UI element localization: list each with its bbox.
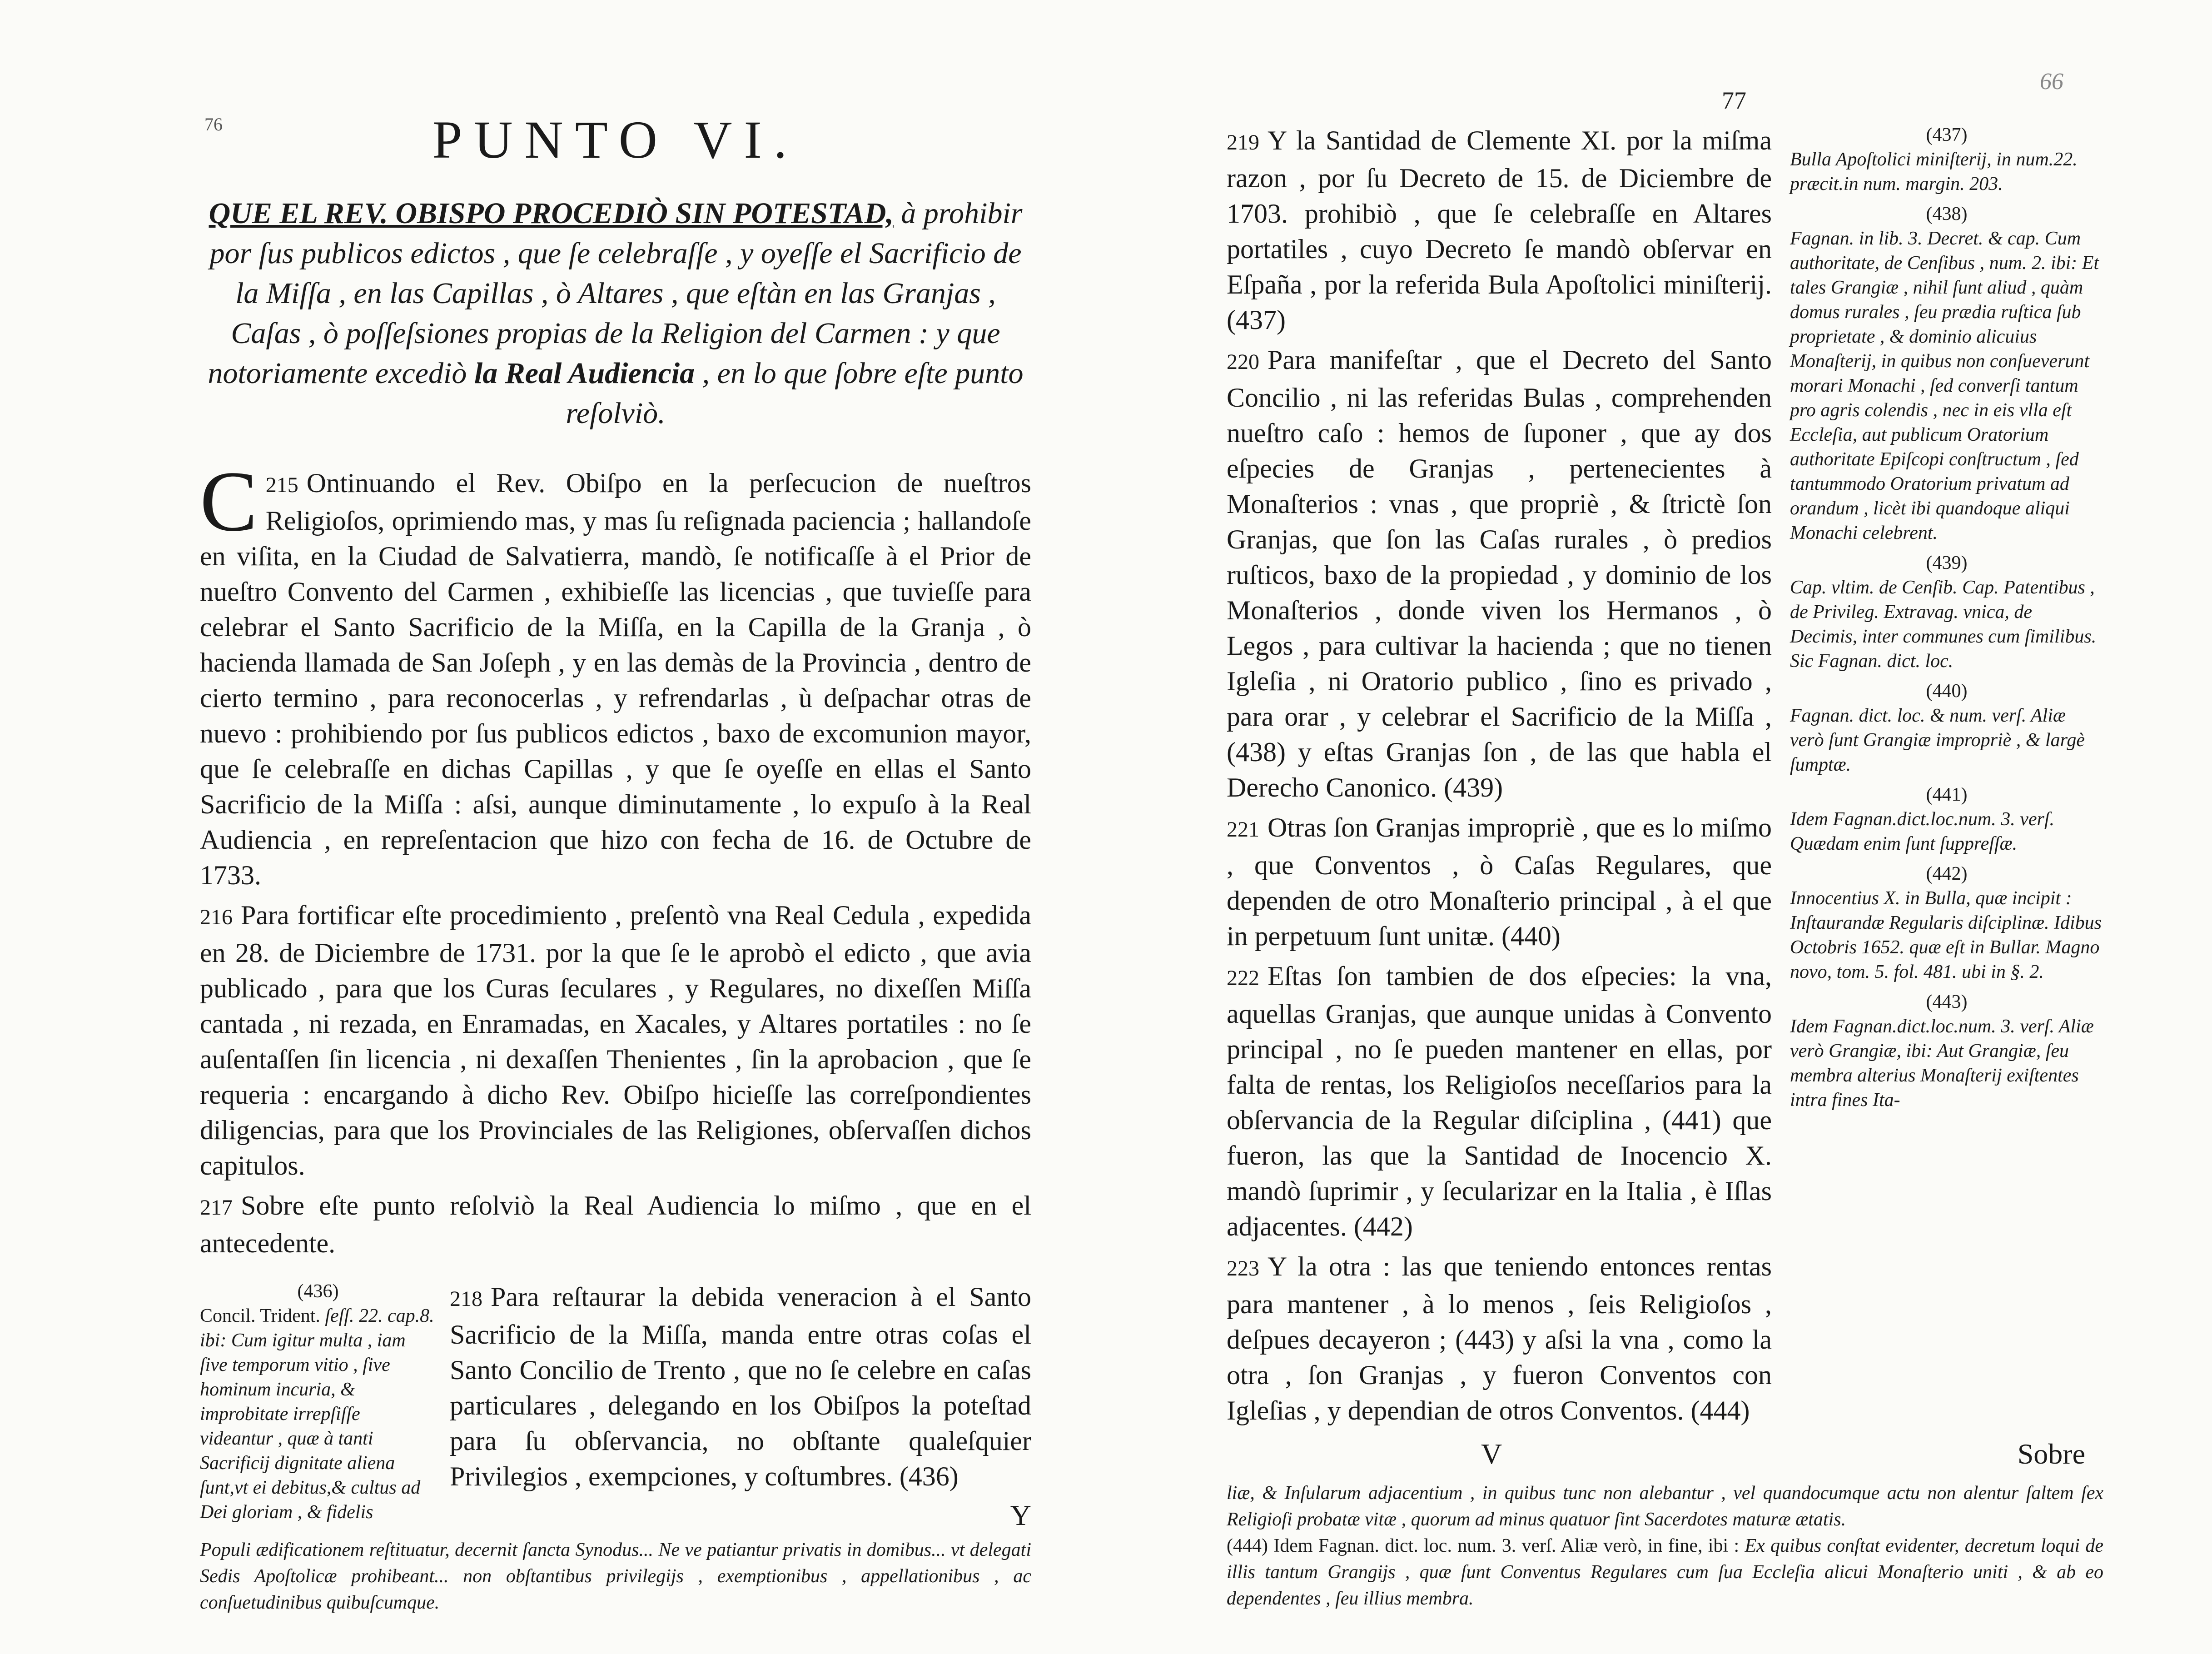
paragraph-number: 219	[1227, 130, 1259, 154]
footnote-continuation: liæ, & Inſularum adjacentium , in quibus tunc non alebantur , vel quandocumque actu non alentur ſaltem ſex Religioſi probatæ vitæ , quorum ad minus quatuor ſint Sacerdotes maturæ ætatis.	[1227, 1483, 2103, 1530]
paragraph-text: Eſtas ſon tambien de dos eſpecies: la vna, aquellas Granjas, que aunque unidas à Convento principal , no ſe pueden mantener en ellas, por falta de rentas, los Religioſos neceſſarios para la obſervancia de la Regular diſciplina , (441) que fueron, las que la Santidad de Inocencio X. mandò ſuprimir , y ſecularizar en la Italia , è Iſlas adjacentes. (442)	[1227, 961, 1772, 1241]
note-number: (442)	[1926, 863, 1968, 884]
footnote-444-text: Ex quibus conſtat evidenter, decretum loqui de illis tantum Grangijs , quæ ſunt Conventus Regulares cum ſua Eccleſia alicui Monaſterio uniti , & ab eo dependentes , ſeu illius membra.	[1227, 1535, 2104, 1609]
paragraph-text: Ontinuando el Rev. Obiſpo en la perſecucion de nueſtros Religioſos, oprimiendo mas, y mas ſu reſignada paciencia ; hallandoſe en viſita, en la Ciudad de Salvatierra, mandò, ſe notificaſſe à el Prior de nueſtro Convento del Carmen , exhibieſſe las licencias , que tuvieſſe para celebrar el Santo Sacrificio de la Miſſa, en la Capilla de la Granja , ò hacienda llamada de San Joſeph , y en las demàs de la Provincia , dentro de cierto termino , para reconocerlas , y refrendarlas , ù deſpachar otras de nuevo : prohibiendo por ſus publicos edictos , baxo de excomunion mayor, que ſe celebraſſe en dichas Capillas , y que ſe oyeſſe en ellas el Santo Sacrificio de la Miſſa : aſsi, aunque diminutamente , lo expuſo à la Real Audiencia , en repreſentacion que hizo con fecha de 16. de Octubre de 1733.	[200, 468, 1031, 890]
note-text: Idem Fagnan.dict.loc.num. 3. verſ. Quædam enim ſunt ſuppreſſæ.	[1790, 809, 2055, 854]
margin-note	[1790, 679, 2103, 777]
note-number: (437)	[1926, 125, 1968, 145]
paragraph-number: 222	[1227, 966, 1259, 990]
paragraph-223	[1227, 1249, 1772, 1428]
note-number: (436)	[297, 1281, 339, 1302]
paragraph-text: Para reſtaurar la debida veneracion à el Santo Sacrificio de la Miſſa, manda entre otras coſas el Santo Concilio de Trento , que no ſe celebre en caſas particulares , delegando en los Obiſpos la poteſtad para ſu obſervancia, no obſtante qualeſquier Privilegios , exempciones, y coſtumbres. (436)	[450, 1282, 1031, 1491]
text-with-margin-note	[200, 1279, 1031, 1532]
paragraph-text: Y la Santidad de Clemente XI. por la miſma razon , por ſu Decreto de 15. de Diciembre de 1703. prohibiò , que ſe celebraſſe en Altares portatiles , cuyo Decreto ſe mandò obſervar en Eſpaña , por la referida Bula Apoſtolici miniſterij. (437)	[1227, 125, 1772, 335]
margin-note	[1790, 990, 2103, 1112]
margin-note	[1790, 862, 2103, 984]
drop-cap: C	[200, 454, 258, 549]
note-number: (439)	[1926, 553, 1968, 573]
margin-notes	[200, 1279, 436, 1532]
note-text: ſeſſ. 22. cap.8. ibi: Cum igitur multa , iam ſive temporum vitio , ſive hominum incuria, & improbitate irrepſiſſe videantur , quæ à tanti Sacrificij dignitate aliena ſunt,vt ei debitus,& cultus ad Dei gloriam , & fidelis	[200, 1305, 434, 1523]
catchword-row	[1227, 1437, 2103, 1471]
paragraph-number: 218	[450, 1287, 482, 1311]
margin-note	[1790, 202, 2103, 545]
signature-mark: V	[1481, 1438, 1502, 1470]
paragraph-215	[200, 454, 1031, 893]
paragraph-text: Otras ſon Granjas impropriè , que es lo miſmo , que Conventos , ò Caſas Regulares, que dependen de otro Monaſterio principal , à el que in perpetuum ſunt unitæ. (440)	[1227, 812, 1772, 951]
note-number: (443)	[1926, 991, 1968, 1012]
folio-mark: 66	[2040, 69, 2063, 95]
note-text: Fagnan. in lib. 3. Decret. & cap. Cum authoritate, de Cenſibus , num. 2. ibi: Et tales Grangiæ , nihil ſunt aliud , quàm domus rurales , ſeu prædia ruſtica ſub proprietate , & dominio alicuius Monaſterij, in quibus non conſueverunt morari Monachi , ſed converſi tantum pro agris colendis , nec in eis vlla eſt Eccleſia, aut publicum Oratorium authoritate Epiſcopi conſtructum , ſed tantummodo Oratorium privatum ad orandum , licèt ibi quandoque aliqui Monachi celebrent.	[1790, 228, 2099, 543]
catchword: Y	[1010, 1499, 1031, 1531]
note-number: (441)	[1926, 784, 1968, 805]
catchword: Sobre	[2017, 1438, 2085, 1470]
paragraph-217	[200, 1188, 1031, 1261]
page-number: 77	[1722, 87, 1746, 114]
note-number: (438)	[1926, 204, 1968, 224]
paragraph-text: Para manifeſtar , que el Decreto del Santo Concilio , ni las referidas Bulas , comprehenden nueſtro caſo : hemos de ſuponer , que ay dos eſpecies de Granjas , pertenecientes à Monaſterios : vnas , que propriè , & ſtrictè ſon Granjas, que ſon las Caſas rurales , ò predios ruſticos, baxo de la propiedad , y dominio de los Monaſterios , donde viven los Hermanos , ò Legos , para cultivar la hacienda ; que no tienen Igleſia , ni Oratorio publico , ſino es privado , para orar , y celebrar el Sacrificio de la Miſſa , (438) y eſtas Granjas ſon , de las que habla el Derecho Canonico. (439)	[1227, 345, 1772, 802]
paragraph-216	[200, 897, 1031, 1183]
paragraph-number: 221	[1227, 817, 1259, 842]
note-text: Innocentius X. in Bulla, quæ incipit : Inſtaurandæ Regularis diſciplinæ. Idibus Octobris 1652. quæ eſt in Bullar. Magno novo, tom. 5. fol. 481. ubi in §. 2.	[1790, 888, 2102, 982]
title-rest: à prohibir por ſus publicos edictos , que ſe celebraſſe , y oyeſſe el Sacrificio de la Miſſa , en las Capillas , ò Altares , que eſtàn en las Granjas , Caſas , ò poſſeſsiones propias de la Religion del Carmen : y que notoriamente excediò	[208, 197, 1023, 390]
paragraph-220	[1227, 342, 1772, 805]
note-text: Fagnan. dict. loc. & num. verſ. Aliæ verò ſunt Grangiæ impropriè , & largè ſumptæ.	[1790, 705, 2085, 775]
footnote-continuation: Populi ædificationem reſtituatur, decernit ſancta Synodus... Ne ve patiantur privatis in domibus... vt delegati Sedis Apoſtolicæ prohibeant... non obſtantibus privilegijs , exemptionibus , appellationibus , ac conſuetudinibus quibuſcumque.	[200, 1539, 1031, 1613]
footnote-444-lead: Idem Fagnan. dict. loc. num. 3. verſ. Aliæ verò, in fine, ibi :	[1273, 1535, 1740, 1556]
paragraph-number: 215	[265, 473, 298, 497]
margin-note	[1790, 551, 2103, 673]
paragraph-text: Sobre eſte punto reſolviò la Real Audiencia lo miſmo , que en el antecedente.	[200, 1191, 1031, 1258]
paragraph-222	[1227, 958, 1772, 1244]
paragraph-number: 217	[200, 1196, 233, 1220]
paragraph-text: Para fortificar eſte procedimiento , preſentò vna Real Cedula , expedida en 28. de Diciembre de 1731. por la que ſe le aprobò el edicto , que avia publicado , para que los Curas ſeculares , y Regulares, no dixeſſen Miſſa cantada , ni rezada, en Enramadas, en Xacales, y Altares portatiles : no ſe auſentaſſen ſin licencia , ni dexaſſen Thenientes , ſin la aprobacion , que ſe requeria : encargando à dicho Rev. Obiſpo hicieſſe las correſpondientes diligencias, para que los Provinciales de las Religiones, obſervaſſen dichos capitulos.	[200, 900, 1031, 1181]
footnotes	[1227, 1480, 2103, 1612]
section-heading: PUNTO VI.	[432, 110, 799, 169]
paragraph-218	[450, 1279, 1031, 1532]
note-text: Idem Fagnan.dict.loc.num. 3. verſ. Aliæ verò Grangiæ, ibi: Aut Grangiæ, ſeu membra alterius Monaſterij exiſtentes intra fines Ita-	[1790, 1016, 2094, 1111]
note-lead: Concil. Trident.	[200, 1305, 320, 1326]
note-number: (440)	[1926, 681, 1968, 702]
paragraph-221	[1227, 810, 1772, 954]
margin-note	[1790, 782, 2103, 856]
paragraph-219	[1227, 123, 1772, 338]
right-page	[1108, 0, 2212, 1654]
margin-notes	[1790, 123, 2103, 1433]
margin-note	[1790, 123, 2103, 196]
footnote-444-number: (444)	[1227, 1535, 1268, 1556]
paragraph-number: 220	[1227, 350, 1259, 374]
section-title	[200, 194, 1031, 433]
paragraph-number: 216	[200, 905, 233, 929]
note-text: Cap. vltim. de Cenſib. Cap. Patentibus , de Privileg. Extravag. vnica, de Decimis, inter communes cum ſimilibus. Sic Fagnan. dict. loc.	[1790, 577, 2097, 672]
paragraph-number: 223	[1227, 1256, 1259, 1280]
main-text	[1227, 123, 1772, 1433]
text-columns	[1227, 123, 2103, 1433]
title-lead: QUE EL REV. OBISPO PROCEDIÒ SIN POTESTAD,	[209, 197, 894, 230]
margin-note-436	[200, 1279, 436, 1524]
title-bold: la Real Audiencia	[474, 357, 695, 390]
note-text: Bulla Apoſtolici miniſterij, in num.22. præcit.in num. margin. 203.	[1790, 149, 2078, 194]
paragraph-text: Y la otra : las que teniendo entonces rentas para mantener , à lo menos , ſeis Religioſos , deſpues decayeron ; (443) y aſsi la vna , como la otra , ſon Granjas , y fueron Conventos con Igleſias , y dependian de otros Conventos. (444)	[1227, 1251, 1772, 1425]
title-end: , en lo que ſobre eſte punto reſolviò.	[566, 357, 1024, 430]
page-number: 76	[204, 114, 223, 135]
